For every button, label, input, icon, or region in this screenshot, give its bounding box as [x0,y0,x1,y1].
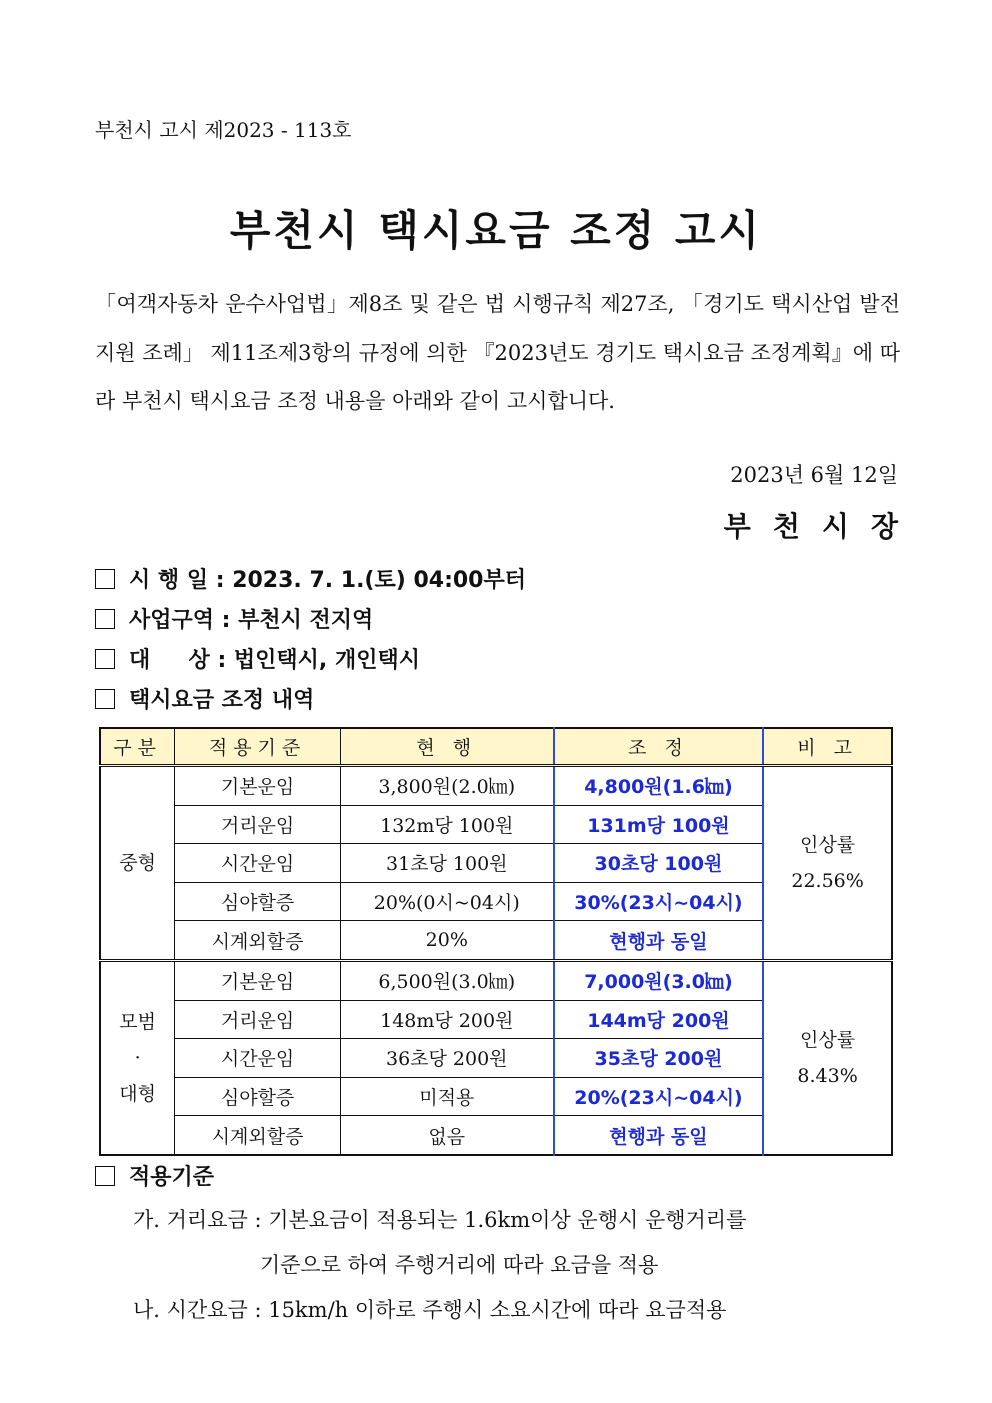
adjusted-cell: 현행과 동일 [554,1116,763,1155]
adjusted-cell: 35초당 200원 [554,1039,763,1078]
item-target [95,643,420,674]
item-label: 적용기준 [129,1165,215,1190]
remark-label: 인상률 [800,1028,856,1051]
adjusted-cell: 131m당 100원 [554,805,763,844]
standard-line: 나. 시간요금 : 15km/h 이하로 주행시 소요시간에 따라 요금적용 [133,1298,727,1322]
current-cell: 148m당 200원 [340,1000,553,1039]
adjusted-cell: 30초당 100원 [554,844,763,883]
header-category: 구분 [100,728,175,766]
item-label: 택시요금 조정 내역 [129,688,315,713]
checkbox-square-icon [95,649,115,669]
current-cell: 36초당 200원 [340,1039,553,1078]
category-cell [100,766,175,961]
criterion-cell: 심야할증 [175,1077,340,1116]
current-cell: 20%(0시~04시) [340,882,553,921]
item-effective-date [95,563,526,594]
page-title: 부천시 택시요금 조정 고시 [229,206,763,255]
item-label: 시 행 일 : 2023. 7. 1.(토) 04:00부터 [129,568,526,593]
criterion-cell: 기본운임 [175,960,340,1000]
table-row [100,766,892,806]
signer: 부천시장 [723,510,920,543]
current-cell: 미적용 [340,1077,553,1116]
criterion-cell: 시간운임 [175,844,340,883]
adjusted-cell: 7,000원(3.0㎞) [554,960,763,1000]
adjusted-cell: 30%(23시~04시) [554,882,763,921]
item-fare-details [95,683,314,714]
category-label: 중형 [119,851,157,874]
category-separator: · [134,1046,141,1069]
item-label: 대 상 : 법인택시, 개인택시 [129,648,420,673]
adjusted-cell: 144m당 200원 [554,1000,763,1039]
remark-cell [763,766,892,961]
checkbox-square-icon [95,1166,115,1186]
remark-cell [763,960,892,1154]
table-row [100,960,892,1000]
criterion-cell: 기본운임 [175,766,340,806]
fare-table [99,727,893,1156]
standard-line: 가. 거리요금 : 기본요금이 적용되는 1.6km이상 운행시 운행거리를 [133,1208,747,1232]
item-label: 사업구역 : 부천시 전지역 [129,608,374,633]
notice-number: 부천시 고시 제2023 - 113호 [95,118,352,142]
remark-rate: 22.56% [791,869,864,892]
criterion-cell: 심야할증 [175,882,340,921]
header-current: 현 행 [340,728,553,766]
header-adjusted: 조 정 [554,728,763,766]
header-criterion: 적용기준 [175,728,340,766]
current-cell: 3,800원(2.0㎞) [340,766,553,806]
category-cell [100,960,175,1154]
criterion-cell: 거리운임 [175,805,340,844]
notice-date: 2023년 6월 12일 [730,463,898,487]
criterion-cell: 시계외할증 [175,921,340,961]
category-label: 모범 [119,1010,157,1033]
current-cell: 없음 [340,1116,553,1155]
standards-heading [95,1160,214,1191]
item-business-area [95,603,373,634]
current-cell: 31초당 100원 [340,844,553,883]
current-cell: 20% [340,921,553,961]
category-label: 대형 [119,1082,157,1105]
remark-label: 인상률 [800,833,856,856]
checkbox-square-icon [95,609,115,629]
adjusted-cell: 현행과 동일 [554,921,763,961]
adjusted-cell: 4,800원(1.6㎞) [554,766,763,806]
checkbox-square-icon [95,569,115,589]
standard-line: 기준으로 하여 주행거리에 따라 요금을 적용 [133,1253,659,1277]
checkbox-square-icon [95,689,115,709]
criterion-cell: 시간운임 [175,1039,340,1078]
criterion-cell: 시계외할증 [175,1116,340,1155]
criterion-cell: 거리운임 [175,1000,340,1039]
current-cell: 132m당 100원 [340,805,553,844]
remark-rate: 8.43% [797,1064,858,1087]
table-header-row [100,728,892,766]
current-cell: 6,500원(3.0㎞) [340,960,553,1000]
notice-body: 「여객자동차 운수사업법」제8조 및 같은 법 시행규칙 제27조, 「경기도 택시산업 발전 지원 조례」 제11조제3항의 규정에 의한 『2023년도 경기도 택시요금 조정계획』에 따라 부천시 택시요금 조정 내용을 아래와 같이 고시합니다. [95,292,900,413]
adjusted-cell: 20%(23시~04시) [554,1077,763,1116]
header-remark: 비 고 [763,728,892,766]
